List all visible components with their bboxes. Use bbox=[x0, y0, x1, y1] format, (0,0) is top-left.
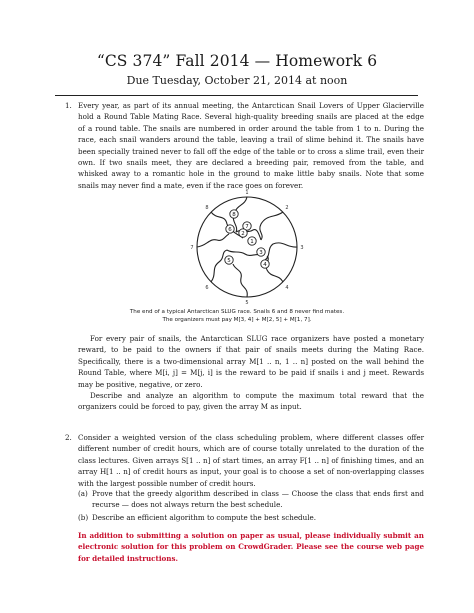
table-position-label: 6 bbox=[205, 285, 209, 291]
part-b-label: (b) bbox=[78, 513, 89, 522]
header-divider bbox=[55, 95, 418, 96]
part-b-text: Describe an efficient algorithm to compute the best schedule. bbox=[92, 513, 316, 522]
snail-label: 4 bbox=[263, 262, 267, 268]
table-position-label: 3 bbox=[300, 245, 304, 251]
problem-1-intro: Every year, as part of its annual meeting, the Antarctican Snail Lovers of Upper Glacierville hold a Round Table Mating Race. Several high-quality breeding snails are placed at the edge of a round table. The snails are numbered in order around the table from 1 to n. During the race, each snail wanders around the table, leaving a trail of slime behind it. The snails have been specially trained never to fall off the edge of the table or to cross a slime trail, even their own. If two snails meet, they are declared a breeding pair, removed from the table, and whisked away to a romantic hole in the ground to make little baby snails. Note that some snails may never find a mate, even if the race goes on forever. bbox=[78, 101, 424, 190]
part-a-label: (a) bbox=[78, 489, 88, 498]
problem-1-task: Describe and analyze an algorithm to compute the maximum total reward that the organizers could be forced to pay, given the array M as input. bbox=[78, 391, 424, 412]
problem-1-number: 1. bbox=[65, 101, 72, 110]
problem-2-number: 2. bbox=[65, 433, 72, 442]
page-title: “CS 374” Fall 2014 — Homework 6 bbox=[96, 52, 378, 70]
figure-caption-line-2: The organizers must pay M[3, 4] + M[2, 5] + M[1, 7]. bbox=[162, 317, 312, 323]
due-date: Due Tuesday, October 21, 2014 at noon bbox=[126, 74, 348, 87]
problem-1-rewards: For every pair of snails, the Antarctican SLUG race organizers have posted a monetary reward, to be paid to the owners if that pair of snails meets during the Mating Race. Specifically, there is a two-dimensional array M[1 .. n, 1 .. n] posted on the wall behind the Round Table, where M[i, j] = M[j, i] is the reward to be paid if snails i and j meet. Rewards may be positive, negative, or zero. bbox=[78, 334, 424, 389]
table-position-label: 4 bbox=[285, 285, 289, 291]
snail-label: 3 bbox=[259, 250, 263, 256]
figure-caption-line-1: The end of a typical Antarctican SLUG race. Snails 6 and 8 never find mates. bbox=[129, 309, 345, 315]
snail-label: 2 bbox=[241, 231, 245, 237]
table-position-label: 5 bbox=[245, 300, 249, 306]
snail-label: 6 bbox=[228, 227, 232, 233]
table-position-label: 1 bbox=[245, 190, 249, 196]
snail-race-figure bbox=[187, 188, 307, 306]
round-table bbox=[197, 197, 297, 297]
part-a-text: Prove that the greedy algorithm described in class — Choose the class that ends first and recurse — does not always return the best schedule. bbox=[92, 489, 424, 510]
snail-label: 7 bbox=[245, 224, 249, 230]
snail-label: 8 bbox=[232, 212, 236, 218]
snail-label: 1 bbox=[250, 239, 254, 245]
table-position-label: 8 bbox=[205, 205, 209, 211]
table-position-label: 2 bbox=[285, 205, 289, 211]
snail-label: 5 bbox=[227, 258, 231, 264]
problem-2-intro: Consider a weighted version of the class scheduling problem, where different classes offer different number of credit hours, which are of course totally unrelated to the duration of the class lectures. Given arrays S[1 .. n] of start times, an array F[1 .. n] of finishing times, and an array H[1 .. n] of credit hours as input, your goal is to choose a set of non-overlapping classes with the largest possible number of credit hours. bbox=[78, 433, 424, 488]
crowdgrader-note: In addition to submitting a solution on paper as usual, please individually submit an electronic solution for this problem on CrowdGrader. Please see the course web page for detailed instructions. bbox=[78, 531, 424, 563]
table-position-label: 7 bbox=[190, 245, 194, 251]
